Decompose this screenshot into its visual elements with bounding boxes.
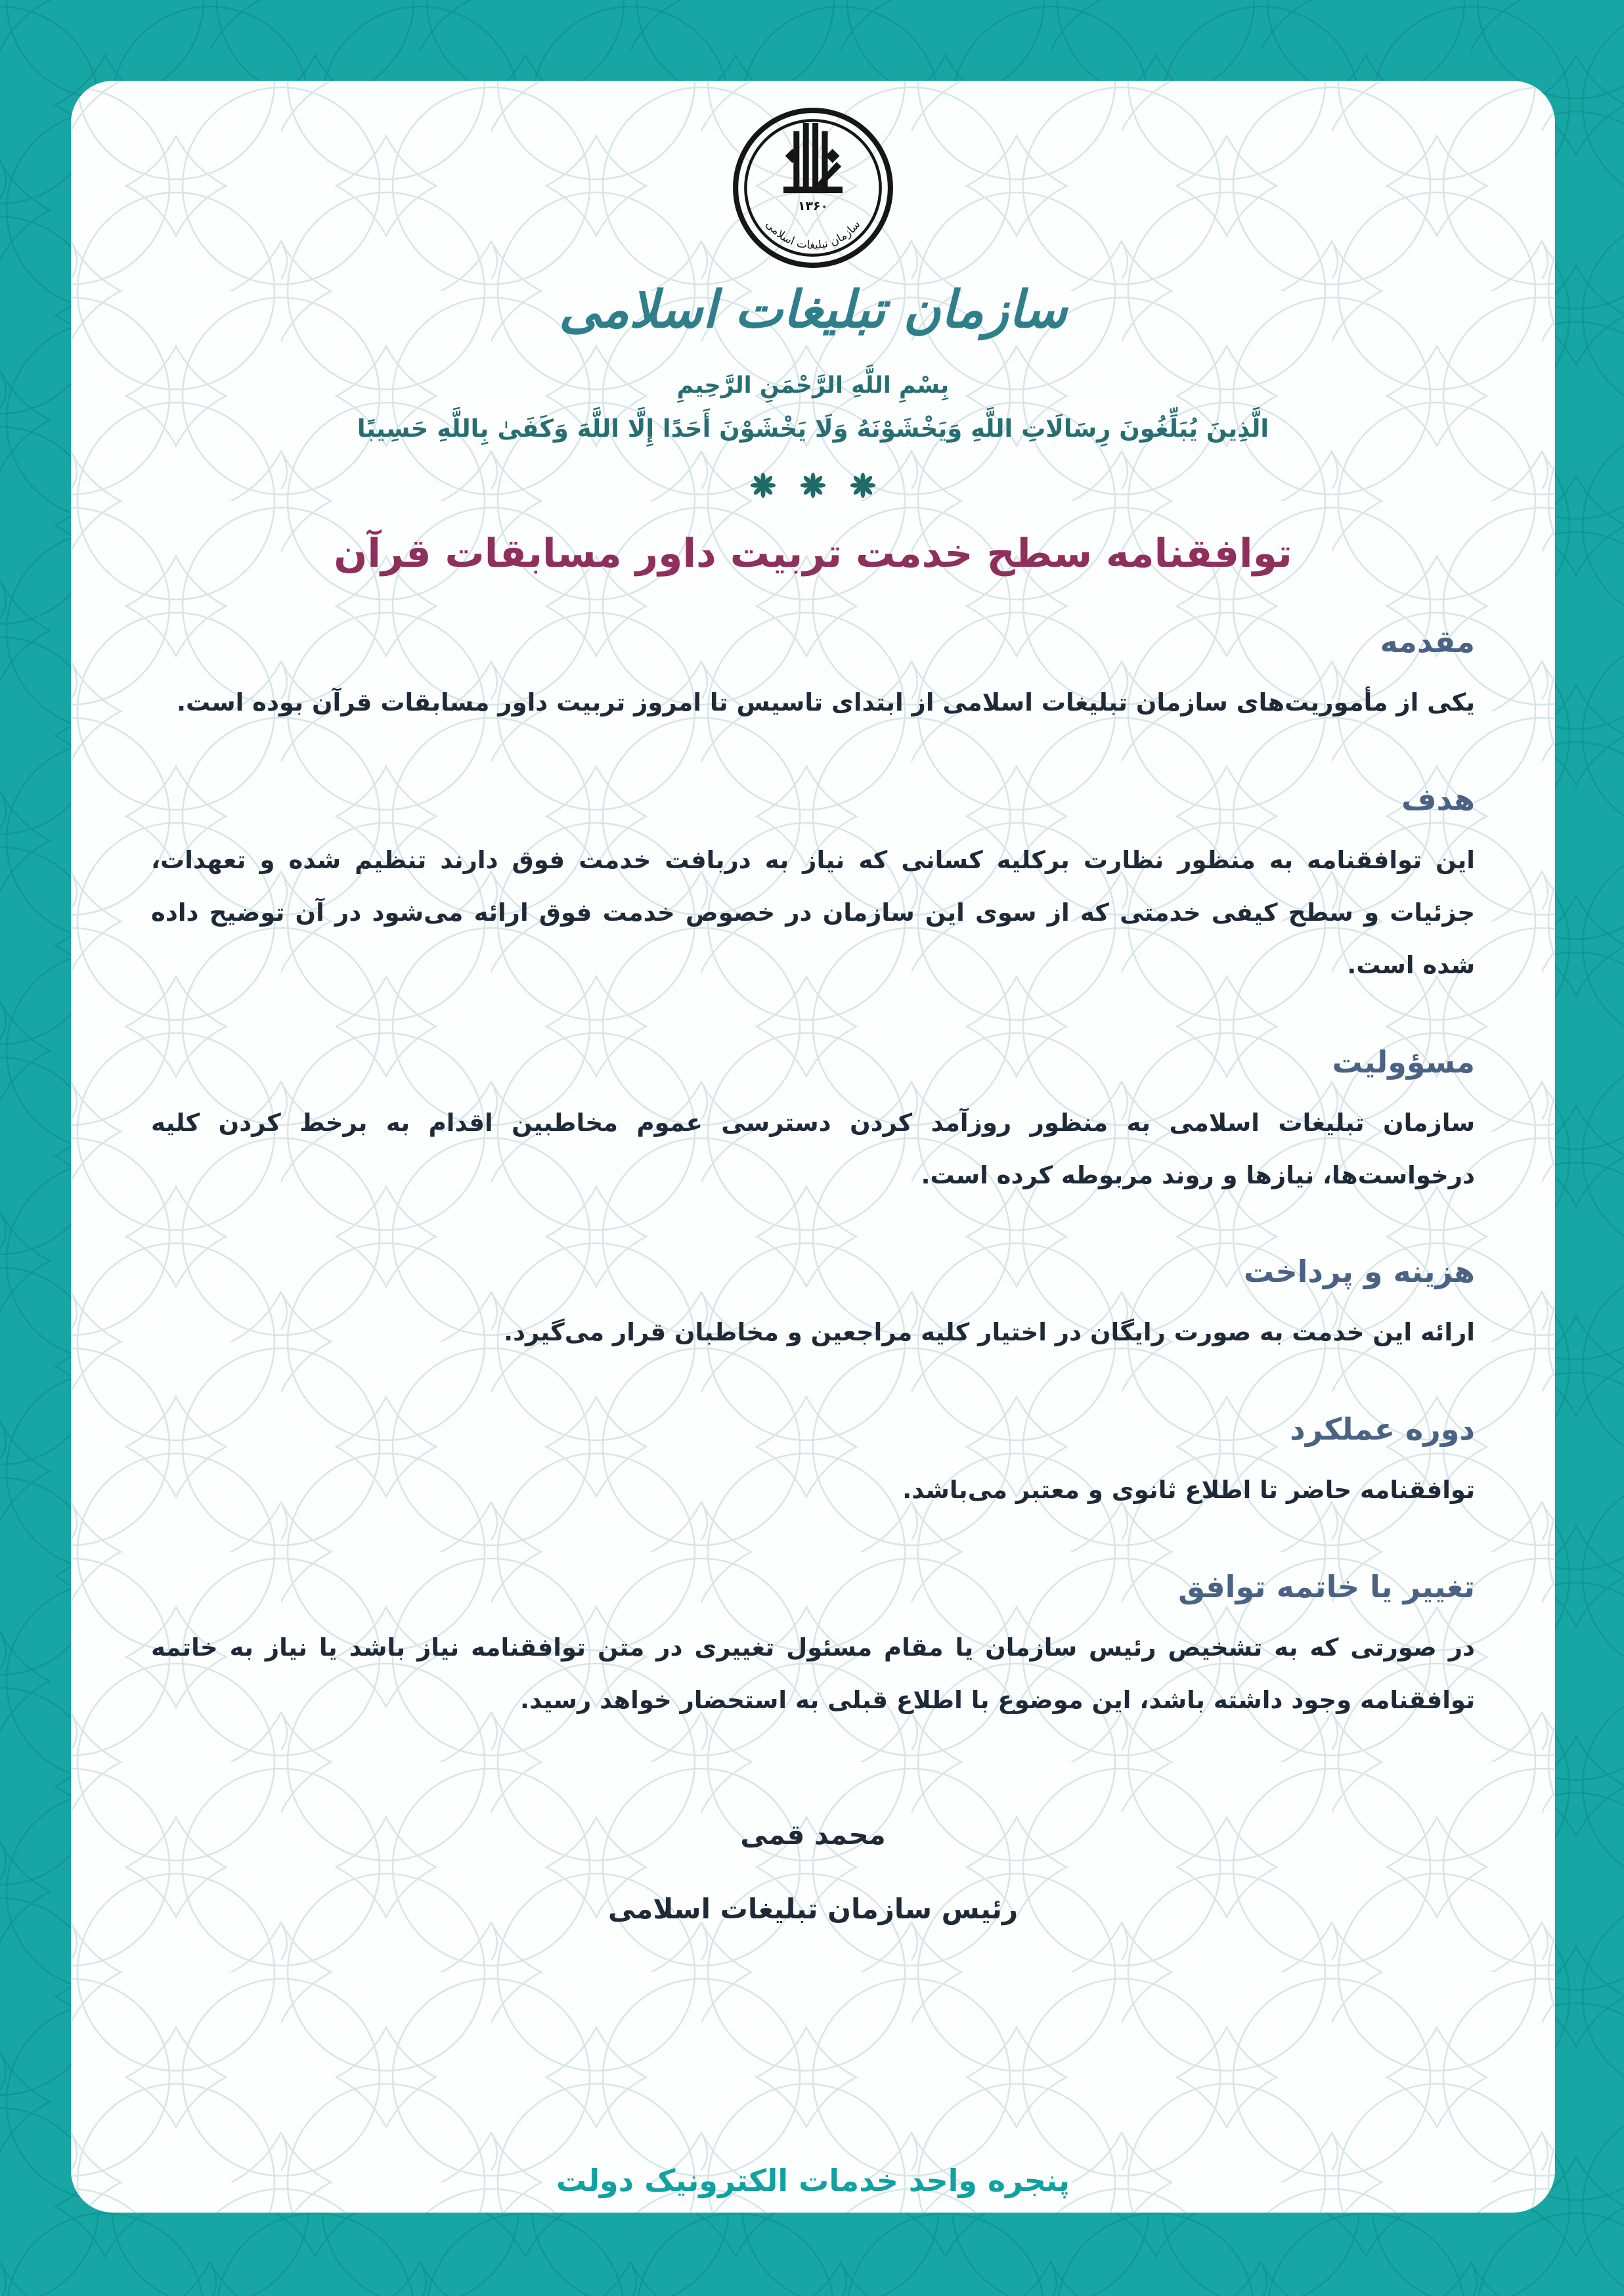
logo-arc-text: سازمان تبلیغات اسلامی <box>762 218 864 252</box>
signer-name: محمد قمی <box>740 1819 886 1851</box>
logo-year: ۱۳۶۰ <box>797 199 829 214</box>
section-heading: هدف <box>1401 781 1475 817</box>
signature-block <box>151 1819 1475 1925</box>
section-body: در صورتی که به تشخیص رئیس سازمان یا مقام مسئول تغییری در متن توافقنامه نیاز باشد یا نیاز به خاتمه توافقنامه وجود داشته باشد، این موضوع با اطلاع قبلی به استحضار خواهد رسید. <box>151 1633 1475 1715</box>
section-body: سازمان تبلیغات اسلامی به منظور روزآمد کردن دسترسی عموم مخاطبین اقدام به برخط کردن کلیه درخواست‌ها، نیازها و روند مربوطه کرده است. <box>151 1108 1475 1189</box>
document-content <box>71 99 1555 2213</box>
kufic-allah-mark <box>783 123 843 193</box>
section-heading: مسؤولیت <box>1332 1044 1475 1080</box>
document-sheet <box>71 81 1555 2213</box>
section-hadaf <box>151 782 1475 992</box>
section-heading: دوره عملکرد <box>1290 1411 1475 1447</box>
section-heading: هزینه و پرداخت <box>1243 1254 1475 1290</box>
sections <box>151 624 1475 1727</box>
quran-verse-text: الَّذِينَ يُبَلِّغُونَ رِسَالَاتِ اللَّهِ وَيَخْشَوْنَهُ وَلَا يَخْشَوْنَ أَحَدًا إِلَّا اللَّهَ وَكَفَىٰ بِاللَّهِ حَسِيبًا <box>357 414 1269 443</box>
bismillah-text: بِسْمِ اللَّهِ الرَّحْمَنِ الرَّحِيمِ <box>676 372 950 399</box>
section-heading: مقدمه <box>1380 624 1475 659</box>
section-hazineh-pardakht <box>151 1254 1475 1359</box>
section-body: این توافقنامه به منظور نظارت برکلیه کسانی که نیاز به دربافت خدمت فوق دارند تنظیم شده و تعهدات، جزئیات و سطح کیفی خدمتی که از سوی این سازمان در خصوص خدمت فوق ارائه می‌شود در آن توضیح داده شده است. <box>151 845 1475 979</box>
section-doreh-amalkard <box>151 1411 1475 1516</box>
section-heading: تغییر یا خاتمه توافق <box>1178 1569 1475 1605</box>
section-masouliat <box>151 1044 1475 1202</box>
signer-role: رئیس سازمان تبلیغات اسلامی <box>607 1893 1019 1926</box>
section-body: توافقنامه حاضر تا اطلاع ثانوی و معتبر می‌باشد. <box>902 1476 1475 1505</box>
page-title: توافقنامه سطح خدمت تربیت داور مسابقات قرآن <box>334 531 1292 577</box>
section-body: یکی از مأموریت‌های سازمان تبلیغات اسلامی از ابتدای تاسیس تا امروز تربیت داور مسابقات قرآن بوده است. <box>177 688 1475 717</box>
organization-wordmark: سازمان تبلیغات اسلامی <box>559 280 1067 340</box>
section-body: ارائه این خدمت به صورت رایگان در اختیار کلیه مراجعین و مخاطبان قرار می‌گیرد. <box>504 1318 1475 1347</box>
separator-flowers <box>151 472 1475 502</box>
section-taghir-khatameh <box>151 1569 1475 1727</box>
flower-separator-icon <box>738 472 888 499</box>
organization-logo <box>724 99 902 276</box>
footer-caption: پنجره واحد خدمات الکترونیک دولت <box>556 2163 1070 2198</box>
section-moghaddameh <box>151 624 1475 729</box>
